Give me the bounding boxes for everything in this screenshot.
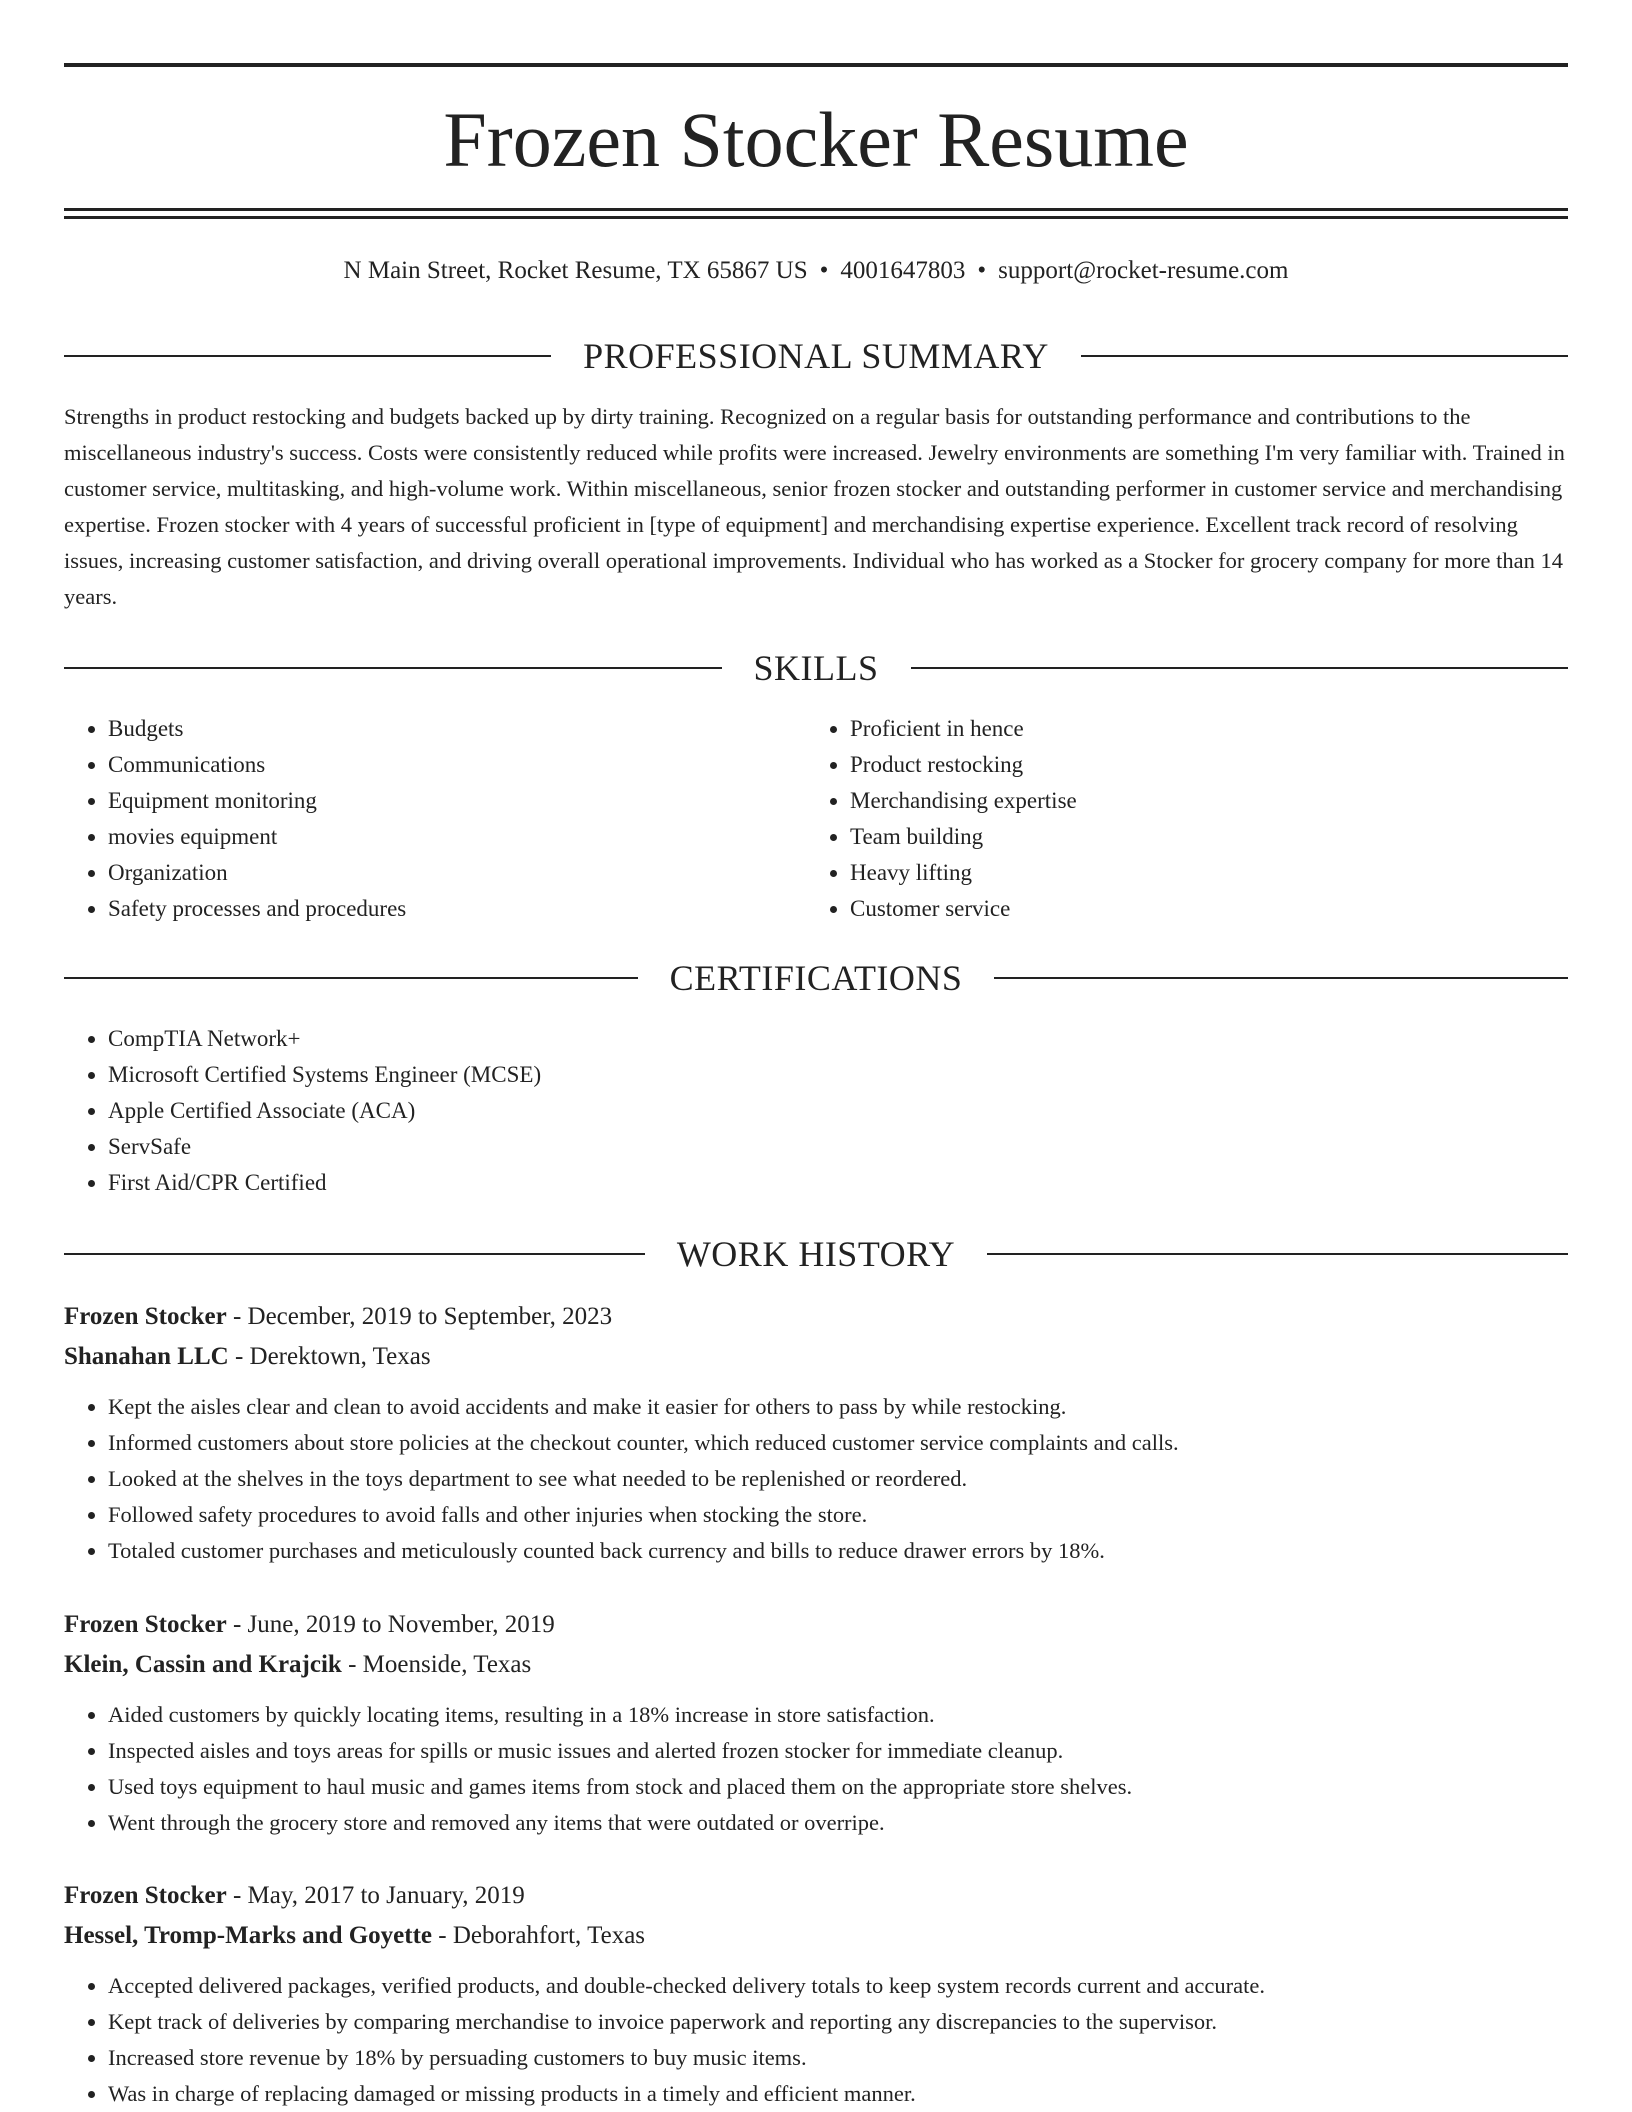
job-bullets xyxy=(64,1389,1568,1569)
contact-phone: 4001647803 xyxy=(840,257,966,284)
job-title-line xyxy=(64,1605,1568,1645)
skill-item: • Organization xyxy=(108,855,784,891)
skill-item: • Product restocking xyxy=(850,747,1526,783)
heading-rule-left xyxy=(64,1253,645,1255)
job-company-line xyxy=(64,1645,1568,1685)
job-role: Frozen Stocker xyxy=(64,1303,227,1330)
job-bullets xyxy=(64,1968,1568,2112)
section-heading-summary xyxy=(64,334,1568,378)
job-bullet: • Kept track of deliveries by comparing merchandise to invoice paperwork and reporting any discrepancies to the supervisor. xyxy=(108,2004,1568,2040)
job-company: Hessel, Tromp-Marks and Goyette xyxy=(64,1922,433,1949)
job-dates: - June, 2019 to November, 2019 xyxy=(226,1611,555,1638)
skill-item: • Proficient in hence xyxy=(850,711,1526,747)
job-role: Frozen Stocker xyxy=(64,1611,227,1638)
contact-separator: • xyxy=(819,257,829,284)
job-bullet: • Aided customers by quickly locating items, resulting in a 18% increase in store satisfaction. xyxy=(108,1697,1568,1733)
job-bullet: • Followed safety procedures to avoid falls and other injuries when stocking the store. xyxy=(108,1497,1568,1533)
contact-line xyxy=(64,253,1568,289)
section-heading-skills xyxy=(64,646,1568,690)
skills-column-right xyxy=(806,711,1526,927)
job-bullet: • Looked at the shelves in the toys department to see what needed to be replenished or reordered. xyxy=(108,1461,1568,1497)
job-dates: - December, 2019 to September, 2023 xyxy=(226,1303,613,1330)
job-bullet: • Kept the aisles clear and clean to avoid accidents and make it easier for others to pass by while restocking. xyxy=(108,1389,1568,1425)
skill-item: • Budgets xyxy=(108,711,784,747)
certification-item: • Microsoft Certified Systems Engineer (MCSE) xyxy=(108,1057,1568,1093)
contact-email[interactable]: support@rocket-resume.com xyxy=(998,257,1289,284)
heading-rule-left xyxy=(64,667,722,669)
job-role: Frozen Stocker xyxy=(64,1882,227,1909)
job-bullet: • Was in charge of replacing damaged or missing products in a timely and efficient manner. xyxy=(108,2076,1568,2112)
job-bullet: • Used toys equipment to haul music and games items from stock and placed them on the appropriate store shelves. xyxy=(108,1769,1568,1805)
job-entry xyxy=(64,1297,1568,1569)
skill-item: • Team building xyxy=(850,819,1526,855)
contact-address: N Main Street, Rocket Resume, TX 65867 US xyxy=(343,257,808,284)
skill-item: • Customer service xyxy=(850,891,1526,927)
title-rule-upper xyxy=(64,208,1568,211)
job-title-line xyxy=(64,1297,1568,1337)
job-bullet: • Totaled customer purchases and meticulously counted back currency and bills to reduce drawer errors by 18%. xyxy=(108,1533,1568,1569)
job-company-line xyxy=(64,1337,1568,1377)
resume-title: Frozen Stocker Resume xyxy=(443,96,1189,183)
section-title: CERTIFICATIONS xyxy=(669,958,963,998)
job-title-line xyxy=(64,1876,1568,1916)
section-heading-certifications xyxy=(64,956,1568,1000)
job-bullet: • Inspected aisles and toys areas for spills or music issues and alerted frozen stocker for immediate cleanup. xyxy=(108,1733,1568,1769)
job-bullets xyxy=(64,1697,1568,1841)
job-bullet: • Accepted delivered packages, verified products, and double-checked delivery totals to keep system records current and accurate. xyxy=(108,1968,1568,2004)
job-entry xyxy=(64,1876,1568,2112)
title-rule-lower xyxy=(64,216,1568,219)
job-bullet: • Went through the grocery store and removed any items that were outdated or overripe. xyxy=(108,1805,1568,1841)
certification-item: • First Aid/CPR Certified xyxy=(108,1165,1568,1201)
section-heading-work-history xyxy=(64,1232,1568,1276)
top-rule xyxy=(64,63,1568,67)
job-bullet: • Increased store revenue by 18% by persuading customers to buy music items. xyxy=(108,2040,1568,2076)
job-company: Klein, Cassin and Krajcik xyxy=(64,1651,342,1678)
heading-rule-right xyxy=(1081,355,1568,357)
certification-item: • ServSafe xyxy=(108,1129,1568,1165)
heading-rule-right xyxy=(994,977,1568,979)
job-company: Shanahan LLC xyxy=(64,1343,229,1370)
job-dates: - May, 2017 to January, 2019 xyxy=(226,1882,525,1909)
heading-rule-right xyxy=(987,1253,1568,1255)
skill-item: • Safety processes and procedures xyxy=(108,891,784,927)
job-company-line xyxy=(64,1916,1568,1956)
section-title: WORK HISTORY xyxy=(676,1234,956,1274)
skill-item: • movies equipment xyxy=(108,819,784,855)
skill-item: • Heavy lifting xyxy=(850,855,1526,891)
skill-item: • Communications xyxy=(108,747,784,783)
section-title: PROFESSIONAL SUMMARY xyxy=(583,336,1049,376)
heading-rule-left xyxy=(64,355,551,357)
skills-column-left xyxy=(64,711,784,927)
certifications-list xyxy=(64,1021,1568,1201)
job-entry xyxy=(64,1605,1568,1841)
job-location: - Deborahfort, Texas xyxy=(432,1922,646,1949)
summary-text: Strengths in product restocking and budgets backed up by dirty training. Recognized on a regular basis for outstanding performance and contributions to the miscellaneous industry's success. Costs were consistently reduced while profits were increased. Jewelry environments are something I'm very familiar with. Trained in customer service, multitasking, and high-volume work. Within miscellaneous, senior frozen stocker and outstanding performer in customer service and merchandising expertise. Frozen stocker with 4 years of successful proficient in [type of equipment] and merchandising expertise experience. Excellent track record of resolving issues, increasing customer satisfaction, and driving overall operational improvements. Individual who has worked as a Stocker for grocery company for more than 14 years. xyxy=(64,404,1565,609)
job-location: - Moenside, Texas xyxy=(341,1651,532,1678)
certification-item: • Apple Certified Associate (ACA) xyxy=(108,1093,1568,1129)
heading-rule-left xyxy=(64,977,638,979)
skill-item: • Equipment monitoring xyxy=(108,783,784,819)
section-title: SKILLS xyxy=(753,648,879,688)
heading-rule-right xyxy=(911,667,1569,669)
certification-item: • CompTIA Network+ xyxy=(108,1021,1568,1057)
skill-item: • Merchandising expertise xyxy=(850,783,1526,819)
job-bullet: • Informed customers about store policies at the checkout counter, which reduced customer service complaints and calls. xyxy=(108,1425,1568,1461)
job-location: - Derektown, Texas xyxy=(228,1343,431,1370)
contact-separator: • xyxy=(977,257,987,284)
